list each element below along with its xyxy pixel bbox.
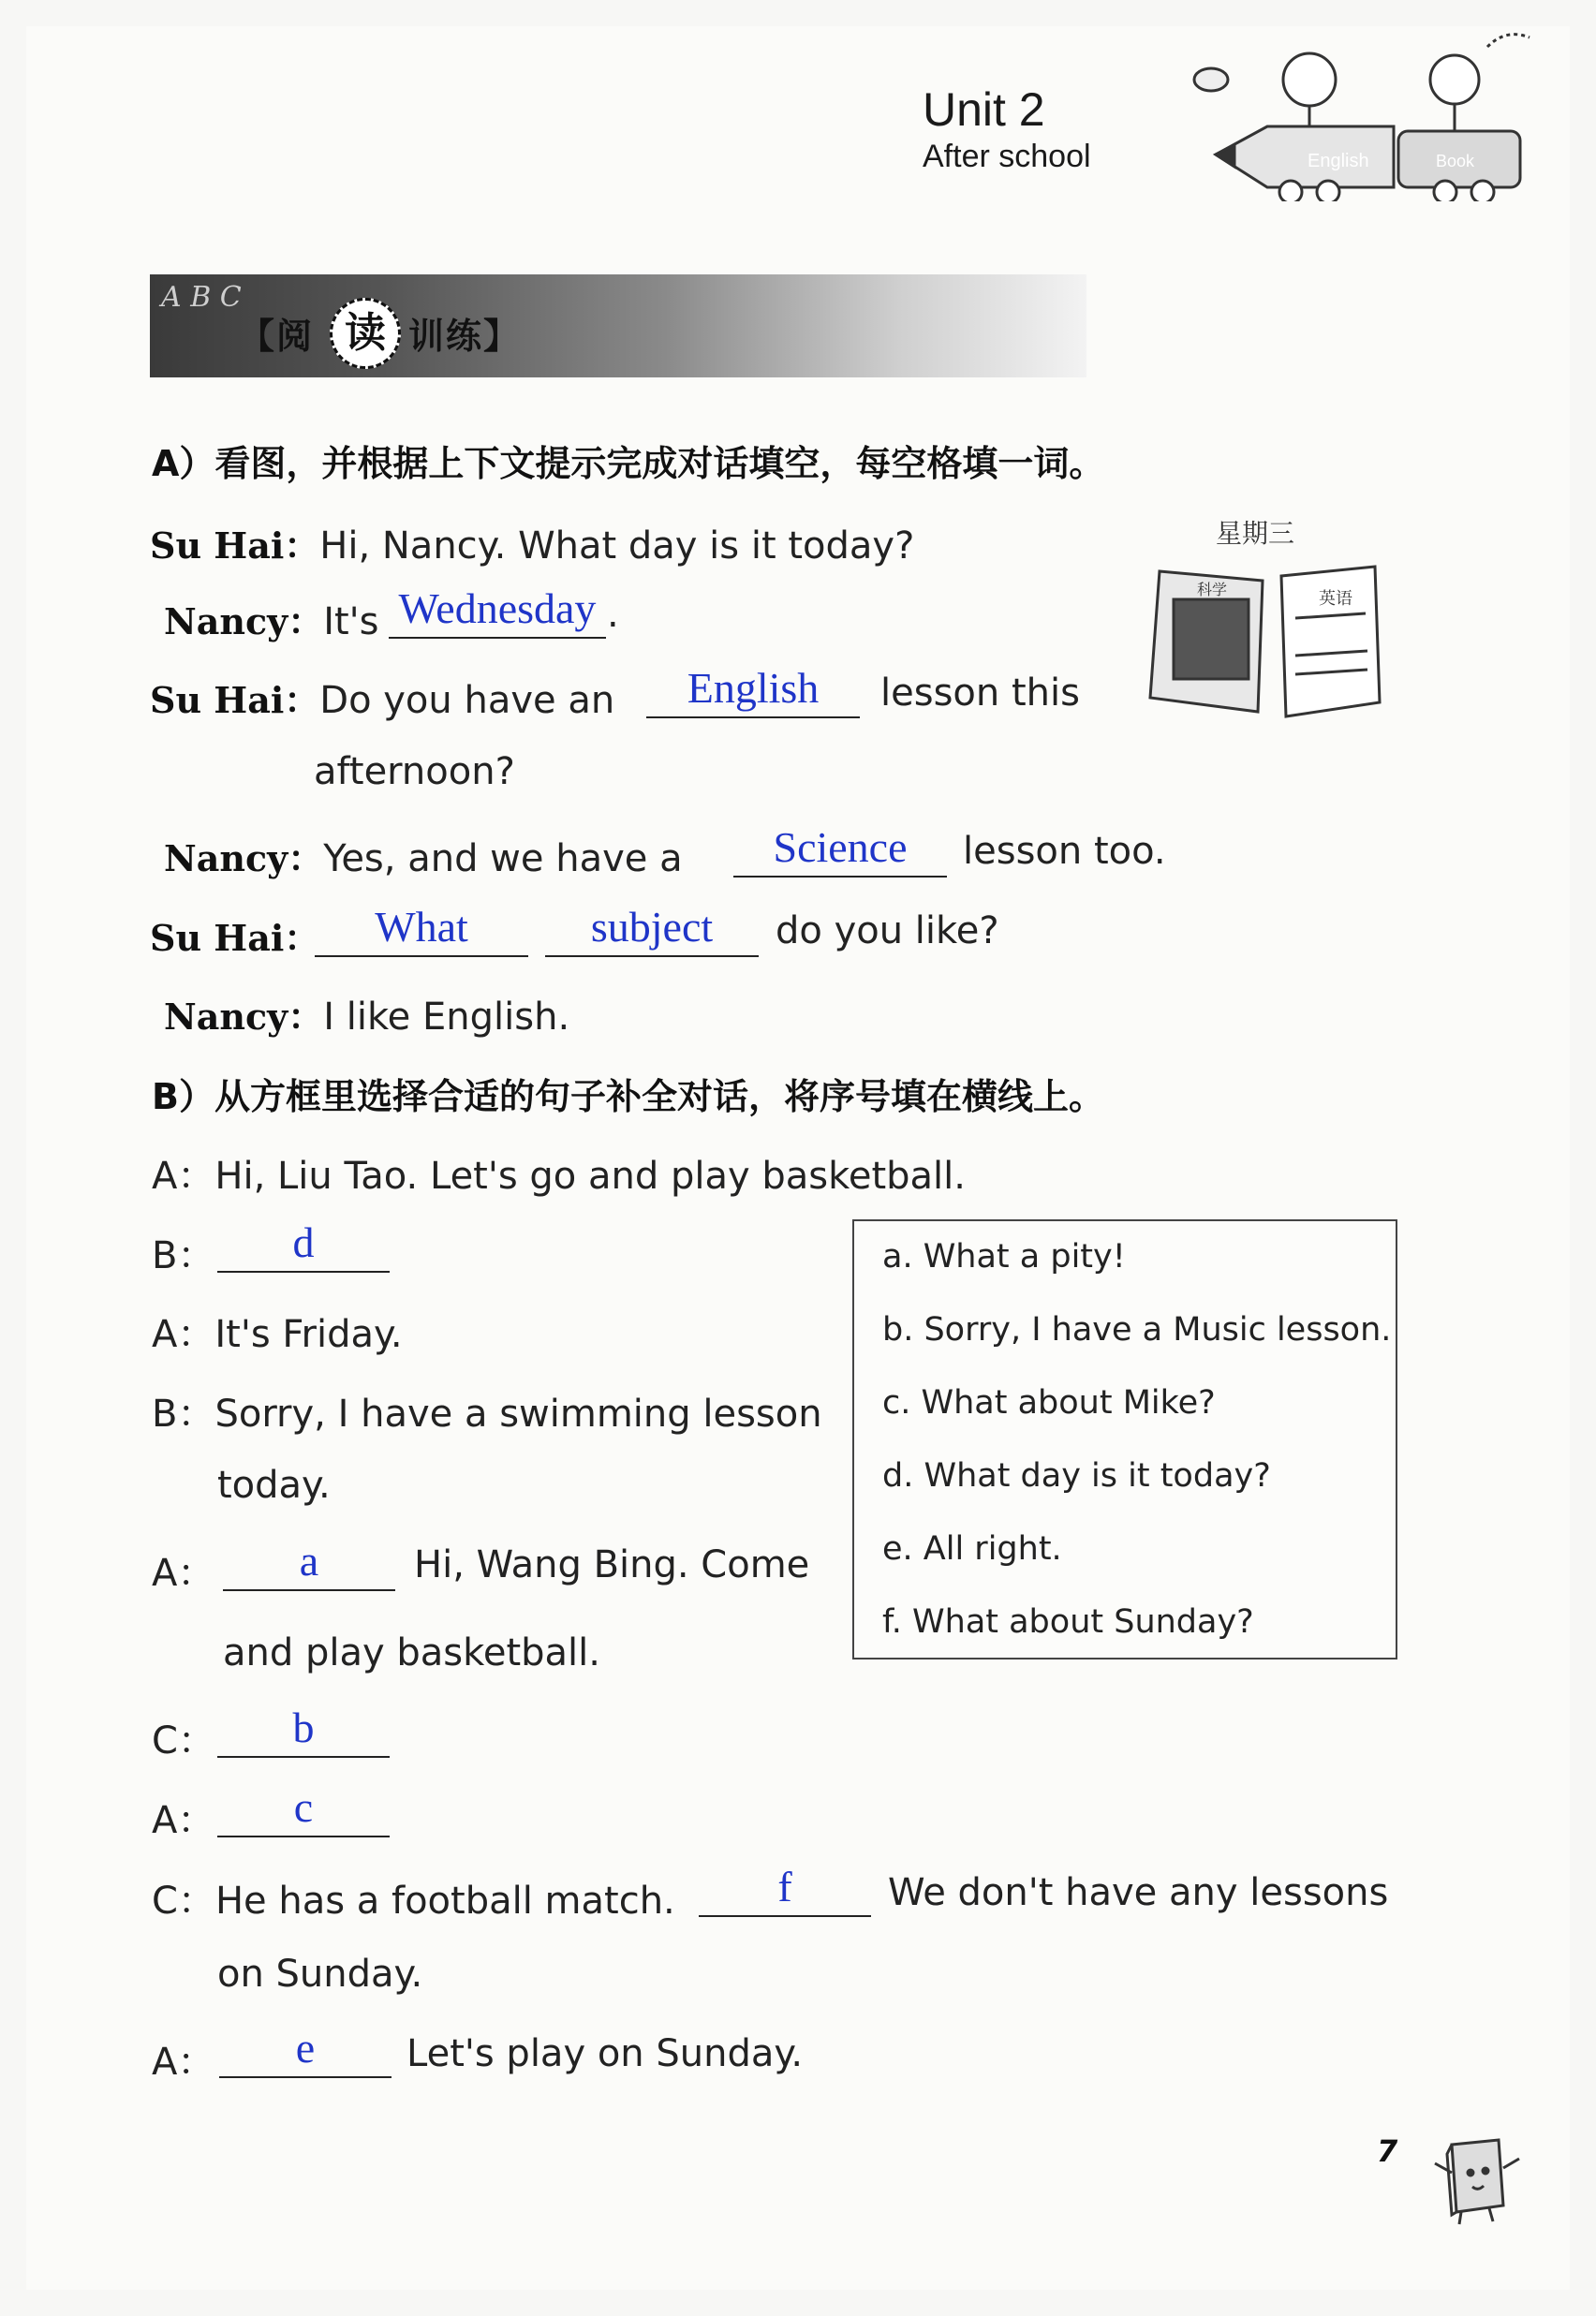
- unit-subtitle: After school: [923, 139, 1091, 174]
- dialogue-text: It's Friday.: [214, 1313, 403, 1356]
- answer-blank[interactable]: [217, 1219, 390, 1273]
- answer-blank[interactable]: [223, 1538, 395, 1591]
- dialogue-continuation: and play basketball.: [223, 1631, 600, 1674]
- answer-blank[interactable]: [699, 1864, 871, 1917]
- dialogue-line: [164, 830, 683, 881]
- book-car-label: Book: [1436, 152, 1475, 170]
- answer-text: subject: [590, 903, 714, 951]
- option-item: c. What about Mike?: [882, 1384, 1216, 1422]
- speaker-label: Nancy：: [164, 837, 324, 879]
- section-a-instruction: A）看图，并根据上下文提示完成对话填空，每空格填一词。: [152, 443, 1105, 484]
- dialogue-text: Hi, Liu Tao. Let's go and play basketball.: [214, 1155, 966, 1198]
- answer-blank[interactable]: [389, 585, 606, 639]
- banner-label-left: 【阅: [239, 316, 315, 357]
- speaker-label: B：: [152, 1393, 215, 1436]
- dialogue-text: do you like?: [776, 909, 999, 952]
- kids-on-pencil-car-illustration: [1178, 28, 1534, 201]
- option-item: b. Sorry, I have a Music lesson.: [882, 1311, 1392, 1349]
- answer-blank[interactable]: [217, 1784, 390, 1837]
- speaker-label: C：: [152, 1719, 215, 1763]
- option-item: e. All right.: [882, 1530, 1062, 1568]
- speaker-label: A：: [152, 2041, 215, 2084]
- dialogue-line: [164, 988, 569, 1040]
- dialogue-text: He has a football match.: [214, 1880, 675, 1923]
- dialogue-text: Let's play on Sunday.: [406, 2032, 804, 2075]
- page-number: 7: [1377, 2133, 1398, 2169]
- speaker-label: A：: [152, 1313, 215, 1356]
- dialogue-text: Yes, and we have a: [323, 837, 683, 880]
- answer-blank[interactable]: [545, 904, 759, 957]
- speaker-label: A：: [152, 1799, 215, 1842]
- speaker-label: A：: [152, 1552, 215, 1595]
- dialogue-text: Sorry, I have a swimming lesson: [214, 1393, 822, 1436]
- answer-text: e: [295, 2024, 316, 2072]
- dialogue-continuation: afternoon?: [314, 750, 515, 793]
- answer-blank[interactable]: [217, 1704, 390, 1758]
- speaker-label: Nancy：: [164, 600, 324, 642]
- answer-text: d: [292, 1218, 315, 1266]
- dialogue-text: We don't have any lessons: [888, 1871, 1389, 1914]
- dialogue-text: .: [607, 593, 619, 636]
- speaker-label: B：: [152, 1234, 215, 1277]
- option-item: d. What day is it today?: [882, 1457, 1271, 1495]
- options-box: [852, 1219, 1397, 1660]
- answer-text: b: [292, 1704, 315, 1751]
- dialogue-line: [150, 909, 319, 961]
- answer-text: c: [293, 1783, 314, 1831]
- answer-text: What: [375, 903, 468, 951]
- speaker-label: A：: [152, 1155, 215, 1198]
- answer-blank[interactable]: [733, 824, 947, 878]
- dialogue-continuation: on Sunday.: [217, 1953, 423, 1996]
- answer-text: f: [777, 1863, 792, 1910]
- speaker-label: Nancy：: [164, 996, 324, 1038]
- dialogue-text: lesson too.: [963, 830, 1166, 873]
- speaker-label: Su Hai：: [150, 679, 320, 721]
- book-mascot-icon: [1424, 2126, 1527, 2229]
- dialogue-line: [164, 593, 379, 644]
- dialogue-text: lesson this: [880, 671, 1080, 715]
- dialogue-text: Do you have an: [319, 679, 615, 722]
- dialogue-line: [150, 671, 614, 723]
- answer-blank[interactable]: [646, 665, 860, 718]
- unit-title: Unit 2: [923, 83, 1045, 136]
- pencil-car-label: English: [1308, 151, 1369, 171]
- answer-text: English: [687, 664, 820, 712]
- dialogue-line: [152, 1871, 675, 1925]
- banner-label-right: 训练】: [408, 316, 522, 357]
- option-item: f. What about Sunday?: [882, 1603, 1254, 1641]
- dialogue-text: Hi, Wang Bing. Come: [414, 1543, 810, 1586]
- speaker-label: Su Hai：: [150, 524, 320, 567]
- dialogue-text: I like English.: [323, 996, 570, 1039]
- speaker-label: C：: [152, 1880, 215, 1923]
- dialogue-text: Hi, Nancy. What day is it today?: [319, 524, 915, 568]
- dialogue-line: [152, 1146, 966, 1200]
- banner-letters: A B C: [161, 281, 242, 314]
- speaker-label: Su Hai：: [150, 917, 320, 959]
- books-illustration: [1141, 562, 1384, 735]
- answer-blank[interactable]: [219, 2025, 392, 2078]
- section-b-instruction: B）从方框里选择合适的句子补全对话，将序号填在横线上。: [152, 1076, 1104, 1117]
- dialogue-line: [152, 1384, 822, 1438]
- dialogue-text: It's: [323, 600, 379, 643]
- answer-text: a: [299, 1537, 319, 1585]
- option-item: a. What a pity!: [882, 1238, 1126, 1276]
- dialogue-continuation: today.: [217, 1464, 331, 1507]
- answer-blank[interactable]: [315, 904, 528, 957]
- answer-text: Wednesday: [398, 584, 597, 632]
- dialogue-line: [152, 1305, 403, 1358]
- banner-label-circle: 读: [330, 298, 401, 369]
- english-book-label: 英语: [1319, 589, 1352, 609]
- answer-text: Science: [773, 823, 908, 871]
- science-book-label: 科学: [1197, 581, 1228, 598]
- dialogue-line: [150, 517, 914, 568]
- image-caption: 星期三: [1216, 518, 1295, 549]
